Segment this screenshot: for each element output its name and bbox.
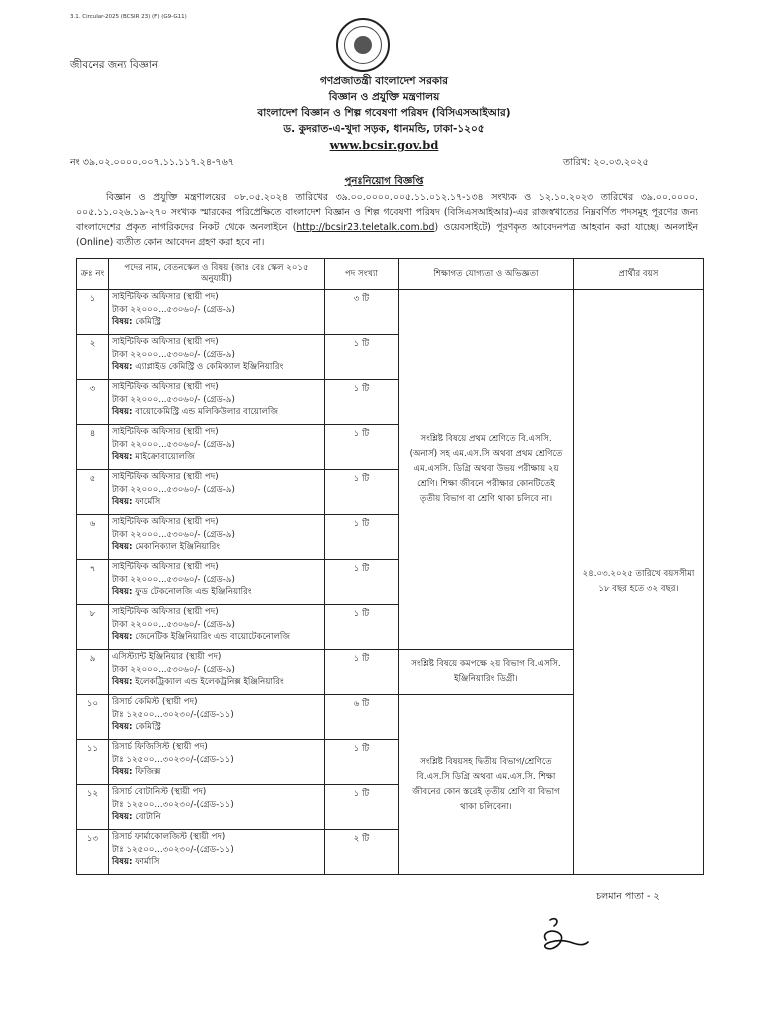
post-subject [112, 721, 321, 734]
header-website-link[interactable]: www.bcsir.gov.bd [329, 138, 439, 152]
post-subject [112, 541, 321, 554]
subject-label: বিষয়: [112, 452, 133, 463]
subject-value: ফিজিক্স [135, 767, 161, 778]
subject-label: বিষয়: [112, 362, 133, 373]
notice-body-part2: ) ওয়েবসাইটে) পূরণকৃত আবেদনপত্র আহবান করা যাচ্ছে। অনলাইন (Online) ব্যতীত কোন আবেদন গ্রহণ করা হবে না। [76, 222, 698, 248]
row-post-count: ১ টি [325, 740, 399, 785]
row-post-count: ১ টি [325, 785, 399, 830]
post-pay-scale: টাঃ ১২৫০০...৩০২৩০/-(গ্রেড-১১) [112, 844, 234, 855]
row-serial: ৯ [77, 650, 109, 695]
signature-icon [536, 912, 596, 962]
posts-table [76, 258, 704, 875]
row-serial: ৬ [77, 515, 109, 560]
row-post-count: ১ টি [325, 470, 399, 515]
subject-label: বিষয়: [112, 497, 133, 508]
motto: জীবনের জন্য বিজ্ঞান [70, 59, 159, 71]
subject-label: বিষয়: [112, 677, 133, 688]
post-pay-scale: টাকা ২২০০০...৫৩০৬০/- (গ্রেড-৯) [112, 394, 235, 405]
row-serial: ১২ [77, 785, 109, 830]
post-subject [112, 316, 321, 329]
post-pay-scale: টাকা ২২০০০...৫৩০৬০/- (গ্রেড-৯) [112, 619, 235, 630]
row-serial: ৫ [77, 470, 109, 515]
document-code: 3.1. Circular-2025 (BCSIR 23) (F) (G9-G11) [70, 14, 187, 20]
header-organization: বাংলাদেশ বিজ্ঞান ও শিল্প গবেষণা পরিষদ (বিসিএসআইআর) [257, 107, 511, 119]
row-serial: ১১ [77, 740, 109, 785]
subject-label: বিষয়: [112, 722, 133, 733]
post-subject [112, 631, 321, 644]
subject-value: বায়োকেমিস্ট্রি এন্ড মলিকিউলার বায়োলজি [135, 407, 279, 418]
row-post-count: ৩ টি [325, 290, 399, 335]
post-title: সাইন্টিফিক অফিসার (স্থায়ী পদ) [112, 517, 219, 527]
qualification-cell: সংশ্লিষ্ট বিষয়ে কমপক্ষে ২য় বিভাগ বি.এসসি. ইঞ্জিনিয়ারিং ডিগ্রী। [399, 650, 574, 695]
notice-title: পুনঃনিয়োগ বিজ্ঞপ্তি [344, 176, 424, 187]
subject-value: কেমিস্ট্রি [135, 722, 161, 733]
subject-value: কেমিস্ট্রি [135, 317, 161, 328]
post-subject [112, 676, 321, 689]
post-subject [112, 856, 321, 869]
post-subject [112, 406, 321, 419]
subject-value: মেকানিক্যাল ইঞ্জিনিয়ারিং [135, 542, 220, 553]
row-serial: ৮ [77, 605, 109, 650]
row-post-count: ১ টি [325, 380, 399, 425]
row-post-count: ১ টি [325, 560, 399, 605]
row-post-details [109, 605, 325, 650]
post-pay-scale: টাকা ২২০০০...৫৩০৬০/- (গ্রেড-৯) [112, 574, 235, 585]
notice-body [76, 190, 698, 250]
subject-value: ফার্মেসি [135, 497, 161, 508]
row-post-count: ৬ টি [325, 695, 399, 740]
row-serial: ২ [77, 335, 109, 380]
row-post-details [109, 515, 325, 560]
subject-label: বিষয়: [112, 767, 133, 778]
header-serial: ক্রঃ নং [77, 259, 109, 290]
row-post-details [109, 335, 325, 380]
qualification-cell: সংশ্লিষ্ট বিষয়ে প্রথম শ্রেণিতে বি.এসসি. (অনার্স) সহ এম.এস.সি অথবা প্রথম শ্রেণিতে এম.এসসি. ডিগ্রি অথবা উভয় পরীক্ষায় ২য় শ্রেণি। শিক্ষা জীবনে পরীক্ষার কোনটিতেই তৃতীয় বিভাগ বা শ্রেণি থাকা চলিবে না। [399, 290, 574, 650]
post-subject [112, 496, 321, 509]
subject-value: এ্যাপ্লাইড কেমিস্ট্রি ও কেমিক্যাল ইঞ্জিনিয়ারিং [135, 362, 284, 373]
row-post-count: ১ টি [325, 650, 399, 695]
post-pay-scale: টাকা ২২০০০...৫৩০৬০/- (গ্রেড-৯) [112, 304, 235, 315]
post-title: সাইন্টিফিক অফিসার (স্থায়ী পদ) [112, 337, 219, 347]
post-pay-scale: টাকা ২২০০০...৫৩০৬০/- (গ্রেড-৯) [112, 664, 235, 675]
post-pay-scale: টাঃ ১২৫০০...৩০২৩০/-(গ্রেড-১১) [112, 709, 234, 720]
row-post-details [109, 650, 325, 695]
row-post-details [109, 560, 325, 605]
post-title: সাইন্টিফিক অফিসার (স্থায়ী পদ) [112, 292, 219, 302]
row-post-details [109, 830, 325, 875]
table-row [77, 290, 704, 335]
subject-label: বিষয়: [112, 407, 133, 418]
post-title: সাইন্টিফিক অফিসার (স্থায়ী পদ) [112, 472, 219, 482]
row-post-details [109, 695, 325, 740]
notice-date: তারিখ: ২০.০৩.২০২৫ [563, 157, 649, 168]
subject-value: মাইক্রোবায়োলজি [135, 452, 195, 463]
post-title: সাইন্টিফিক অফিসার (স্থায়ী পদ) [112, 607, 219, 617]
header-post: পদের নাম, বেতনস্কেল ও বিষয় (জাঃ বেঃ স্কেল ২০১৫ অনুযায়ী) [109, 259, 325, 290]
post-title: এসিস্ট্যান্ট ইঞ্জিনিয়ার (স্থায়ী পদ) [112, 652, 222, 662]
row-serial: ১০ [77, 695, 109, 740]
row-post-count: ১ টি [325, 425, 399, 470]
reference-number: নং ৩৯.০২.০০০০.০০৭.১১.১১৭.২৪-৭৬৭ [70, 157, 234, 168]
post-pay-scale: টাকা ২২০০০...৫৩০৬০/- (গ্রেড-৯) [112, 484, 235, 495]
subject-value: বোটানি [135, 812, 161, 823]
post-title: সাইন্টিফিক অফিসার (স্থায়ী পদ) [112, 562, 219, 572]
post-subject [112, 811, 321, 824]
row-serial: ১ [77, 290, 109, 335]
application-link[interactable]: http://bcsir23.teletalk.com.bd [296, 222, 435, 233]
subject-label: বিষয়: [112, 587, 133, 598]
row-post-details [109, 290, 325, 335]
post-pay-scale: টাঃ ১২৫০০...৩০২৩০/-(গ্রেড-১১) [112, 754, 234, 765]
subject-value: ইলেকট্রিক্যাল এন্ড ইলেকট্রনিক্স ইঞ্জিনিয়ারিং [135, 677, 284, 688]
row-post-count: ১ টি [325, 605, 399, 650]
row-post-count: ১ টি [325, 335, 399, 380]
header-ministry: বিজ্ঞান ও প্রযুক্তি মন্ত্রণালয় [328, 91, 440, 103]
row-serial: ৭ [77, 560, 109, 605]
post-title: সাইন্টিফিক অফিসার (স্থায়ী পদ) [112, 382, 219, 392]
post-title: রিসার্চ ফিজিসিস্ট (স্থায়ী পদ) [112, 742, 208, 752]
header-age: প্রার্থীর বয়স [574, 259, 704, 290]
post-subject [112, 766, 321, 779]
header-count: পদ সংখ্যা [325, 259, 399, 290]
age-limit-cell: ২৪.০৩.২০২৫ তারিখে বয়সসীমা ১৮ বছর হতে ৩২ বছর। [574, 290, 704, 875]
row-serial: ১৩ [77, 830, 109, 875]
subject-label: বিষয়: [112, 317, 133, 328]
qualification-cell: সংশ্লিষ্ট বিষয়সহ দ্বিতীয় বিভাগ/শ্রেণিতে বি.এস.সি ডিগ্রি অথবা এম.এস.সি. শিক্ষা জীবনের কোন স্তরেই তৃতীয় শ্রেণি বা বিভাগ থাকা চলিবেনা। [399, 695, 574, 875]
subject-label: বিষয়: [112, 812, 133, 823]
header-qualification: শিক্ষাগত যোগ্যতা ও অভিজ্ঞতা [399, 259, 574, 290]
row-post-details [109, 740, 325, 785]
row-post-count: ১ টি [325, 515, 399, 560]
post-title: সাইন্টিফিক অফিসার (স্থায়ী পদ) [112, 427, 219, 437]
post-subject [112, 451, 321, 464]
subject-value: জেনেটিক ইঞ্জিনিয়ারিং এন্ড বায়োটেকনোলজি [135, 632, 291, 643]
post-title: রিসার্চ কেমিস্ট (স্থায়ী পদ) [112, 697, 198, 707]
post-pay-scale: টাঃ ১২৫০০...৩০২৩০/-(গ্রেড-১১) [112, 799, 234, 810]
subject-label: বিষয়: [112, 632, 133, 643]
row-post-details [109, 470, 325, 515]
post-title: রিসার্চ বোটানিস্ট (স্থায়ী পদ) [112, 787, 207, 797]
subject-label: বিষয়: [112, 857, 133, 868]
row-post-count: ২ টি [325, 830, 399, 875]
row-post-details [109, 380, 325, 425]
subject-value: ফুড টেকনোলজি এন্ড ইঞ্জিনিয়ারিং [135, 587, 252, 598]
government-seal-logo [336, 18, 390, 72]
row-post-details [109, 425, 325, 470]
post-pay-scale: টাকা ২২০০০...৫৩০৬০/- (গ্রেড-৯) [112, 529, 235, 540]
post-subject [112, 361, 321, 374]
post-title: রিসার্চ ফার্মাকোলজিস্ট (স্থায়ী পদ) [112, 832, 226, 842]
row-serial: ৩ [77, 380, 109, 425]
post-pay-scale: টাকা ২২০০০...৫৩০৬০/- (গ্রেড-৯) [112, 439, 235, 450]
row-post-details [109, 785, 325, 830]
post-subject [112, 586, 321, 599]
subject-value: ফার্মাসি [135, 857, 160, 868]
header-address: ড. কুদরাত-এ-খুদা সড়ক, ধানমন্ডি, ঢাকা-১২০৫ [283, 123, 485, 135]
subject-label: বিষয়: [112, 542, 133, 553]
notice-body-part1: বিজ্ঞান ও প্রযুক্তি মন্ত্রণালয়ের ০৮.০৫.২০২৪ তারিখের ৩৯.০০.০০০০.০০৫.১১.০১২.১৭-১৩৪ সংখ্যক ও ১২.১০.২০২৩ তারিখের ৩৯.০০.০০০০. ০০৫.১১.০২৬.১৯-২৭০ সংখ্যক স্মারকের পরিপ্রেক্ষিতে বাংলাদেশ বিজ্ঞান ও শিল্প গবেষণা পরিষদ (বিসিএসআইআর)-এর রাজস্বখাতের নিম্নবর্ণিত পদসমূহ পূরণের জন্য বাংলাদেশের প্রকৃত নাগরিকদের নিকট থেকে অনলাইনে ( [76, 192, 698, 233]
header-government: গণপ্রজাতন্ত্রী বাংলাদেশ সরকার [319, 75, 449, 87]
continued-page-note: চলমান পাতা - ২ [596, 891, 660, 902]
post-pay-scale: টাকা ২২০০০...৫৩০৬০/- (গ্রেড-৯) [112, 349, 235, 360]
row-serial: ৪ [77, 425, 109, 470]
